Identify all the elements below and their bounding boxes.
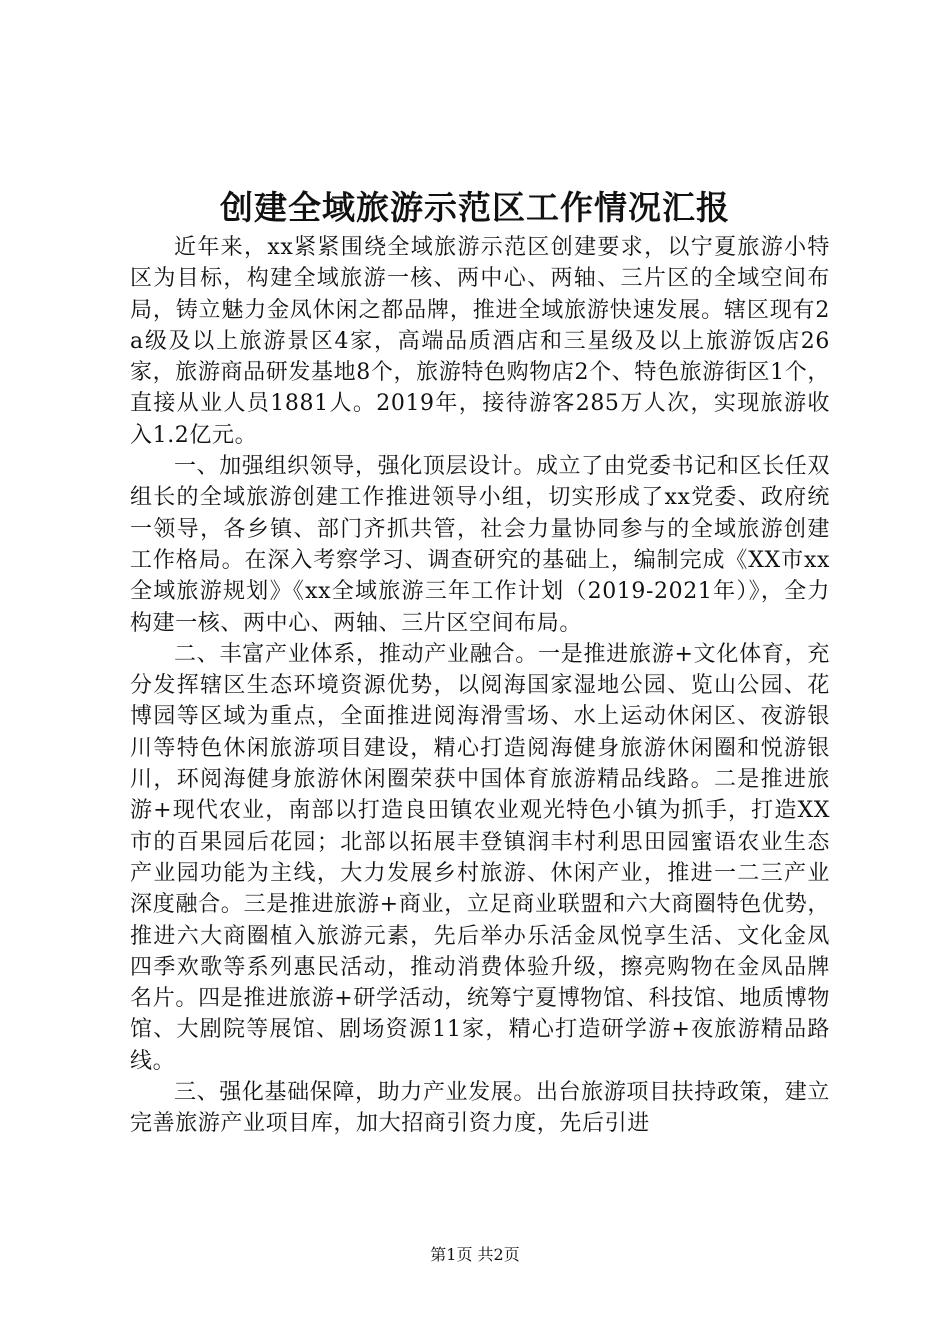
document-title: 创建全域旅游示范区工作情况汇报 <box>220 188 730 227</box>
paragraph-section-2: 二、丰富产业体系，推动产业融合。一是推进旅游+文化体育，充分发挥辖区生态环境资源优势，以阅海国家湿地公园、览山公园、花博园等区域为重点，全面推进阅海滑雪场、水上运动休闲区、夜游银川等特色休闲旅游项目建设，精心打造阅海健身旅游休闲圈和悦游银川，环阅海健身旅游休闲圈荣获中国体育旅游精品线路。二是推进旅游+现代农业，南部以打造良田镇农业观光特色小镇为抓手，打造XX市的百果园后花园；北部以拓展丰登镇润丰村利思田园蜜语农业生态产业园功能为主线，大力发展乡村旅游、休闲产业，推进一二三产业深度融合。三是推进旅游+商业，立足商业联盟和六大商圈特色优势，推进六大商圈植入旅游元素，先后举办乐活金凤悦享生活、文化金凤四季欢歌等系列惠民活动，推动消费体验升级，擦亮购物在金凤品牌名片。四是推进旅游+研学活动，统筹宁夏博物馆、科技馆、地质博物馆、大剧院等展馆、剧场资源11家，精心打造研学游+夜旅游精品路线。 <box>130 641 830 1074</box>
paragraph-section-1: 一、加强组织领导，强化顶层设计。成立了由党委书记和区长任双组长的全域旅游创建工作推进领导小组，切实形成了xx党委、政府统一领导，各乡镇、部门齐抓共管，社会力量协同参与的全域旅游创建工作格局。在深入考察学习、调查研究的基础上，编制完成《XX市xx全域旅游规划》《xx全域旅游三年工作计划（2019-2021年）》，全力构建一核、两中心、两轴、三片区空间布局。 <box>130 454 830 636</box>
document-body <box>130 232 830 1140</box>
page-footer: 第1页 共2页 <box>430 1245 520 1264</box>
paragraph-intro: 近年来，xx紧紧围绕全域旅游示范区创建要求，以宁夏旅游小特区为目标，构建全域旅游一核、两中心、两轴、三片区的全域空间布局，铸立魅力金凤休闲之都品牌，推进全域旅游快速发展。辖区现有2a级及以上旅游景区4家，高端品质酒店和三星级及以上旅游饭店26家，旅游商品研发基地8个，旅游特色购物店2个、特色旅游街区1个，直接从业人员1881人。2019年，接待游客285万人次，实现旅游收入1.2亿元。 <box>130 235 830 448</box>
paragraph-section-3: 三、强化基础保障，助力产业发展。出台旅游项目扶持政策，建立完善旅游产业项目库，加大招商引资力度，先后引进 <box>130 1080 830 1137</box>
